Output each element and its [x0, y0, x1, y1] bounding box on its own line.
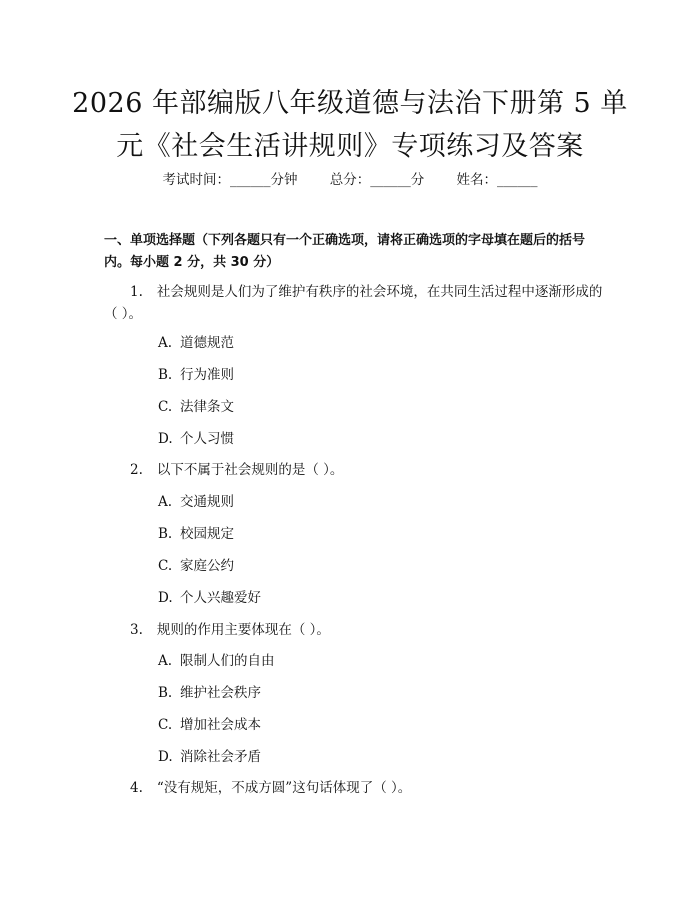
option-letter: D.: [158, 590, 173, 606]
option-letter: B.: [158, 526, 173, 542]
option-text: 消除社会矛盾: [180, 749, 261, 765]
question-3: [104, 619, 608, 641]
option-letter: C.: [158, 717, 173, 733]
question-1: [104, 281, 608, 325]
option-2d: [158, 588, 261, 608]
option-text: 法律条文: [180, 399, 234, 415]
option-3c: [158, 715, 261, 735]
question-text: “没有规矩，不成方圆”这句话体现了（ ）。: [156, 780, 412, 796]
option-letter: C.: [158, 558, 173, 574]
section-header: 一、单项选择题（下列各题只有一个正确选项，请将正确选项的字母填在题后的括号内。每小题 2 分，共 30 分）: [104, 233, 586, 270]
option-text: 限制人们的自由: [180, 653, 275, 669]
option-letter: B.: [158, 685, 173, 701]
option-3b: [158, 683, 261, 703]
option-letter: D.: [158, 749, 173, 765]
option-letter: A.: [158, 494, 173, 510]
question-4: [104, 777, 608, 799]
question-text: 社会规则是人们为了维护有秩序的社会环境，在共同生活过程中逐渐形成的（ ）。: [104, 284, 603, 322]
option-letter: A.: [158, 335, 173, 351]
option-text: 增加社会成本: [180, 717, 261, 733]
option-1b: [158, 365, 234, 385]
question-number: 1.: [130, 284, 143, 300]
question-text: 规则的作用主要体现在（ ）。: [156, 622, 330, 638]
question-text: 以下不属于社会规则的是（ ）。: [156, 462, 344, 478]
option-text: 校园规定: [180, 526, 234, 542]
student-name: 姓名：______: [456, 172, 538, 188]
option-letter: A.: [158, 653, 173, 669]
question-number: 4.: [130, 780, 143, 796]
exam-time: 考试时间：______分钟: [162, 172, 298, 188]
document-title: 2026 年部编版八年级道德与法治下册第 5 单元《社会生活讲规则》专项练习及答案: [72, 88, 628, 162]
question-2: [104, 459, 608, 481]
option-text: 个人习惯: [180, 431, 234, 447]
option-text: 交通规则: [180, 494, 234, 510]
option-1a: [158, 333, 234, 353]
option-text: 个人兴趣爱好: [180, 590, 261, 606]
question-number: 3.: [130, 622, 143, 638]
question-number: 2.: [130, 462, 143, 478]
option-2c: [158, 556, 234, 576]
option-2b: [158, 524, 234, 544]
option-3a: [158, 651, 275, 671]
option-letter: B.: [158, 367, 173, 383]
option-text: 家庭公约: [180, 558, 234, 574]
option-3d: [158, 747, 261, 767]
option-text: 行为准则: [180, 367, 234, 383]
option-text: 道德规范: [180, 335, 234, 351]
exam-total-score: 总分：______分: [329, 172, 425, 188]
option-letter: C.: [158, 399, 173, 415]
option-1c: [158, 397, 234, 417]
option-text: 维护社会秩序: [180, 685, 261, 701]
option-2a: [158, 492, 234, 512]
exam-info: [0, 168, 700, 188]
option-1d: [158, 429, 234, 449]
option-letter: D.: [158, 431, 173, 447]
